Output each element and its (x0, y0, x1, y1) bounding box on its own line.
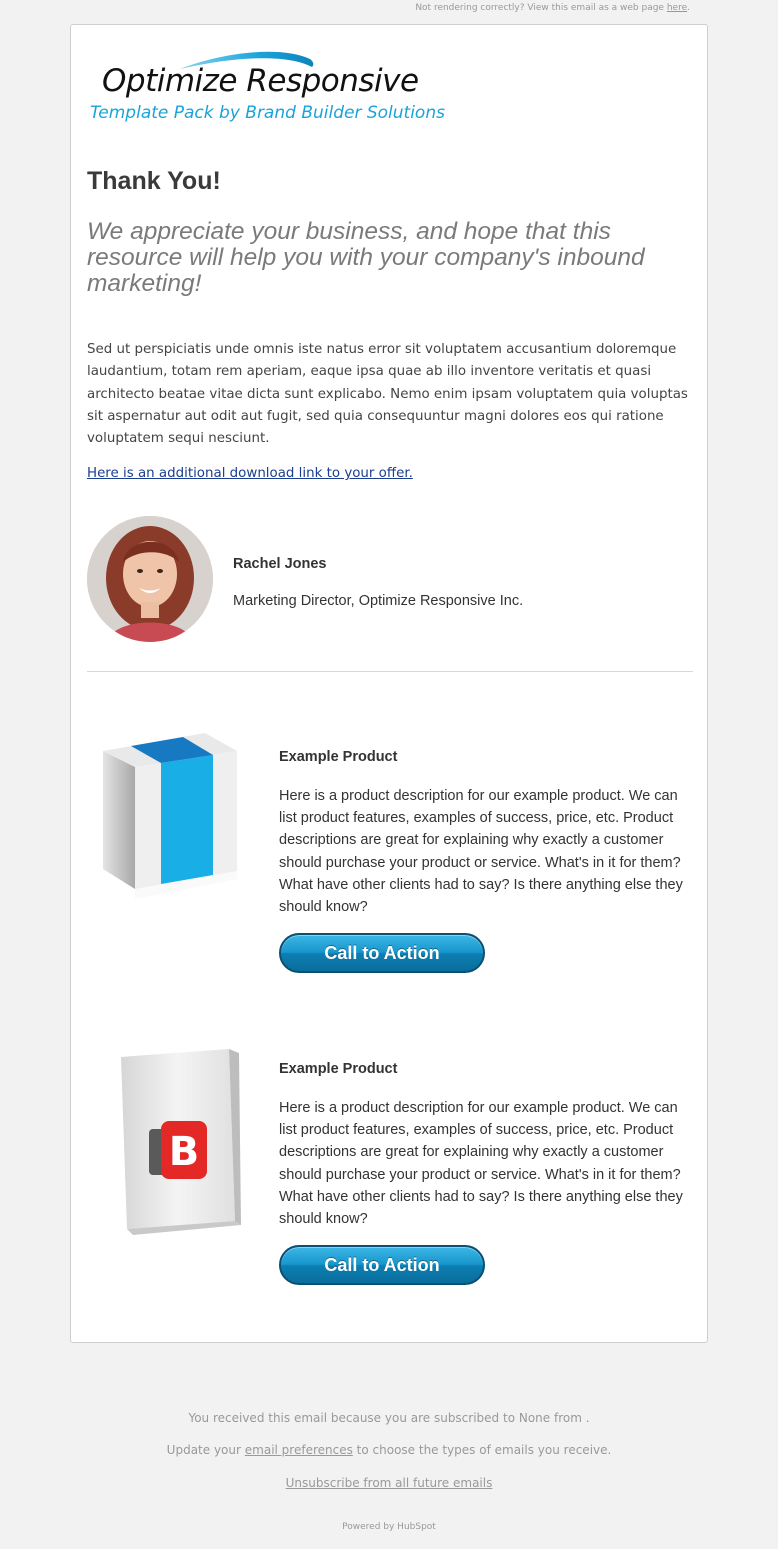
product-title: Example Product (279, 1061, 398, 1077)
page-title: Thank You! (87, 167, 221, 195)
footer-update-suffix: to choose the types of emails you receive. (356, 1443, 612, 1457)
footer-unsubscribe (0, 1476, 778, 1490)
signature-name: Rachel Jones (233, 556, 327, 572)
signature-title: Marketing Director, Optimize Responsive Inc. (233, 593, 524, 609)
footer-preferences (0, 1443, 778, 1457)
call-to-action-button[interactable]: Call to Action (279, 933, 485, 973)
footer-subscribed: You received this email because you are subscribed to None from . (188, 1411, 590, 1425)
logo-subtitle: Template Pack by Brand Builder Solutions (90, 103, 445, 123)
powered-by-hubspot[interactable]: Powered by HubSpot (342, 1522, 436, 1532)
divider (87, 671, 693, 672)
preheader-text: Not rendering correctly? View this email as a web page (415, 3, 664, 13)
unsubscribe-link[interactable]: Unsubscribe from all future emails (285, 1476, 493, 1490)
email-card (70, 24, 708, 1343)
logo-title: Optimize Responsive (102, 63, 419, 99)
brand-logo[interactable] (90, 45, 450, 135)
call-to-action-button[interactable]: Call to Action (279, 1245, 485, 1285)
avatar (87, 516, 213, 642)
web-version-link[interactable]: here (666, 3, 688, 13)
svg-text:B: B (168, 1129, 200, 1175)
email-preferences-link[interactable]: email preferences (244, 1443, 353, 1457)
avatar-portrait-icon (87, 516, 213, 642)
lead-text: We appreciate your business, and hope that this resource will help you with your company's inbound marketing! (87, 218, 645, 297)
body-paragraph: Sed ut perspiciatis unde omnis iste natus error sit voluptatem accusantium doloremque laudantium, totam rem aperiam, eaque ipsa quae ab illo inventore veritatis et quasi architecto beatae vitae dicta sunt explicabo. Nemo enim ipsam voluptatem quia voluptas sit aspernatur aut odit aut fugit, sed quia consequuntur magni dolores eos qui ratione voluptatem sequi nesciunt. (87, 342, 688, 447)
preheader-suffix: . (687, 3, 690, 13)
download-link[interactable]: Here is an additional download link to your offer. (87, 466, 413, 481)
product-description: Here is a product description for our example product. We can list product features, examples of success, price, etc. Product descriptions are great for explaining why exactly a customer should purchase your product or service. What's in it for them? What have other clients had to say? Is there anything else they should know? (279, 1100, 683, 1228)
preheader (415, 3, 690, 13)
product-description: Here is a product description for our example product. We can list product features, examples of success, price, etc. Product descriptions are great for explaining why exactly a customer should purchase your product or service. What's in it for them? What have other clients had to say? Is there anything else they should know? (279, 788, 683, 916)
footer-update-prefix: Update your (166, 1443, 241, 1457)
book-b-logo-icon (111, 1045, 241, 1250)
product-title: Example Product (279, 749, 398, 765)
blue-box-icon (101, 729, 251, 910)
